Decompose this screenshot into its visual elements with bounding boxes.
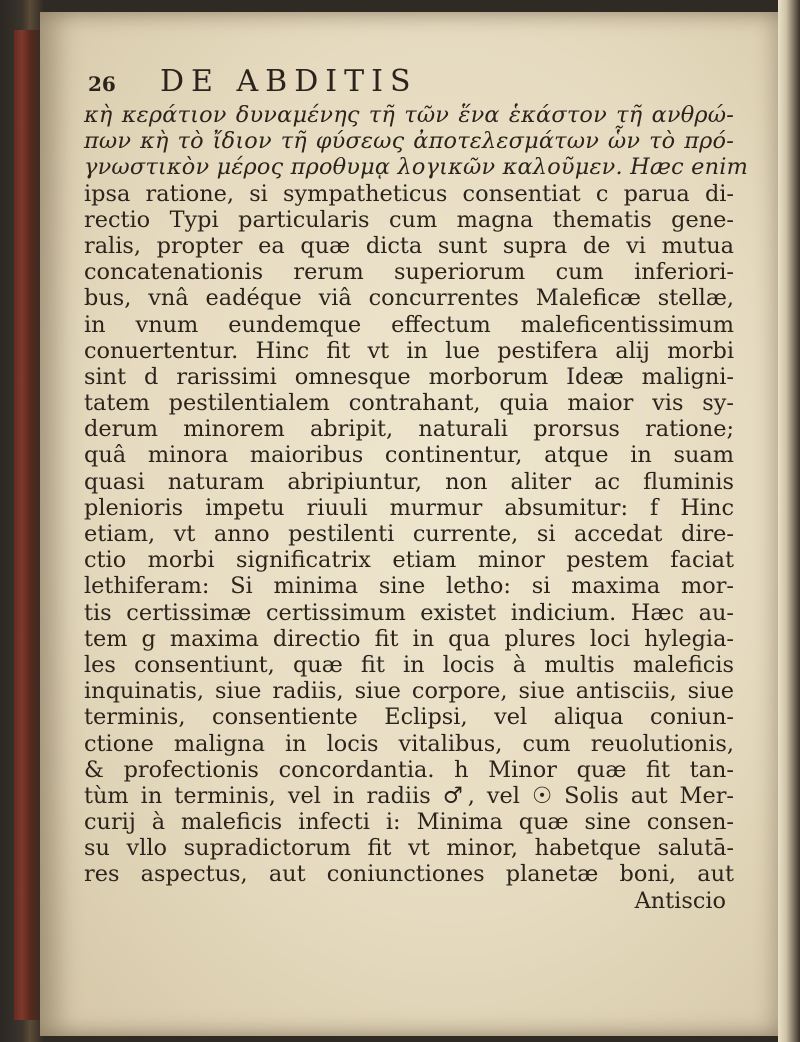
text-line: les consentiunt, quæ fit in locis à multis maleficis — [84, 651, 734, 678]
text-line: quasi naturam abripiuntur, non aliter ac fluminis — [84, 468, 734, 495]
text-line: inquinatis, siue radiis, siue corpore, siue antisciis, siue — [84, 678, 734, 705]
text-line: derum minorem abripit, naturali prorsus ratione; — [84, 416, 734, 443]
catchword: Antiscio — [634, 887, 726, 914]
text-line: tem g maxima directio fit in qua plures loci hylegia- — [84, 625, 734, 652]
text-line: conuertentur. Hinc fit vt in lue pestifera alij morbi — [84, 337, 734, 364]
text-line: lethiferam: Si minima sine letho: si maxima mor- — [84, 573, 734, 600]
text-line: γνωστικὸν μέρος προθυμᾳ λογικῶν καλοῦμεν. Hæc enim — [84, 154, 748, 181]
text-line: tatem pestilentialem contrahant, quia maior vis sy- — [84, 390, 734, 417]
text-line: ctio morbi significatrix etiam minor pestem faciat — [84, 547, 734, 574]
page-header — [84, 64, 734, 100]
text-line: terminis, consentiente Eclipsi, vel aliqua coniun- — [84, 704, 734, 731]
text-line: ctione maligna in locis vitalibus, cum reuolutionis, — [84, 730, 734, 757]
text-line: & profectionis concordantia. h Minor quæ fit tan- — [84, 756, 734, 783]
text-line: bus, vnâ eadéque viâ concurrentes Maleficæ stellæ, — [84, 285, 734, 312]
text-line: rectio Typi particularis cum magna thematis gene- — [84, 206, 734, 233]
text-line: res aspectus, aut coniunctiones planetæ boni, aut — [84, 861, 734, 888]
text-line: tis certissimæ certissimum existet indicium. Hæc au- — [84, 599, 734, 626]
text-line: tùm in terminis, vel in radiis ♂, vel ☉ Solis aut Mer- — [84, 782, 734, 809]
text-block — [84, 64, 748, 914]
text-line: πων κὴ τὸ ἴδιον τῆ φύσεως ἀποτελεσμάτων ὧν τὸ πρό- — [84, 128, 734, 155]
text-line: κὴ κεράτιον δυναμένης τῆ τῶν ἕνα ἑκάστον τῆ ανθρώ- — [84, 102, 734, 128]
text-line: ralis, propter ea quæ dicta sunt supra de vi mutua — [84, 232, 734, 259]
text-line: sint d rarissimi omnesque morborum Ideæ maligni- — [84, 363, 734, 390]
book-page — [40, 12, 780, 1036]
text-line: etiam, vt anno pestilenti currente, si accedat dire- — [84, 521, 734, 547]
text-line: in vnum eundemque effectum maleficentissimum — [84, 311, 734, 338]
text-line: ipsa ratione, si sympatheticus consentiat c parua di- — [84, 180, 734, 207]
body-text — [84, 102, 748, 888]
running-title: DE ABDITIS — [160, 64, 418, 99]
page-right-edge — [778, 0, 800, 1042]
text-line: curij à maleficis infecti i: Minima quæ sine consen- — [84, 809, 734, 836]
page-number: 26 — [88, 72, 116, 96]
text-line: plenioris impetu riuuli murmur absumitur: f Hinc — [84, 494, 734, 521]
text-line: su vllo supradictorum fit vt minor, habetque salutā- — [84, 835, 734, 862]
text-line: quâ minora maioribus continentur, atque in suam — [84, 442, 734, 469]
text-line: concatenationis rerum superiorum cum inferiori- — [84, 259, 734, 286]
